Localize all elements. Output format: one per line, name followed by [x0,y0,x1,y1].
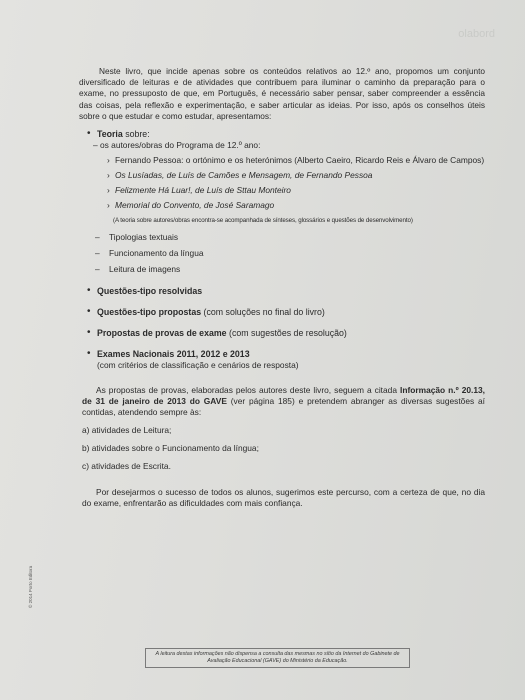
bullet-item: • Propostas de provas de exame (com sugestões de resolução) [87,327,347,339]
bullet-dot-icon: • [87,128,91,140]
closing-paragraph: Por desejarmos o sucesso de todos os alunos, sugerimos este percurso, com a certeza de que, no dia do exame, enfrentarão as dificuldades com mais confiança. [82,487,485,509]
author-item: › Memorial do Convento, de José Saramago [107,200,275,211]
topic-item: – Tipologias textuais [95,232,179,243]
propostas-paragraph: As propostas de provas, elaboradas pelos autores deste livro, seguem a citada Informação n.º 20.13, de 31 de janeiro de 2013 do GAVE (ver página 185) e pretendem abranger as diversas sugestões aí contidas, atendendo sempre às: [82,385,485,418]
intro-paragraph: Neste livro, que incide apenas sobre os conteúdos relativos ao 12.º ano, propomos um conjunto diversificado de leituras e de atividades que contribuem para iluminar o caminho da preparação para o exame, no pressuposto de que, em Português, é necessário saber pensar, saber compreender a essência das coisas, pela reflexão e experimentação, e saber articular as ideias. Por isso, após os conselhos úteis sobre o que estudar e como estudar, apresentamos: [79,66,485,121]
arrow-icon: › [107,185,110,196]
bullet-item: • Exames Nacionais 2011, 2012 e 2013 [87,348,250,360]
ghost-text: olabord [458,28,495,40]
author-item: › Os Lusíadas, de Luís de Camões e Mensagem, de Fernando Pessoa [107,170,373,181]
teoria-note: (A teoria sobre autores/obras encontra-se acompanhada de sínteses, glossários e questões de desenvolvimento) [113,217,413,225]
bullet-dot-icon: • [87,327,91,339]
bullet-teoria [87,128,485,140]
bullet-dot-icon: • [87,285,91,297]
side-credit: © 2014 Porto Editora [28,565,33,608]
topic-item: – Leitura de imagens [95,264,181,275]
bullet-dot-icon: • [87,348,91,360]
bullet-dot-icon: • [87,306,91,318]
author-item: › Felizmente Há Luar!, de Luís de Sttau Monteiro [107,185,291,196]
teoria-label: Teoria [97,129,123,140]
letter-item: a) atividades de Leitura; [82,425,172,436]
bullet-item: • Questões-tipo resolvidas [87,285,203,297]
footer-note: A leitura destas informações não dispensa a consulta das mesmas no sítio da Internet do Gabinete de Avaliação Educacional (GAVE) do Ministério da Educação. [145,648,410,668]
main-content [55,66,485,517]
bullet-item: • Questões-tipo propostas (com soluções no final do livro) [87,306,325,318]
exames-sub: (com critérios de classificação e cenários de resposta) [97,360,299,371]
arrow-icon: › [107,155,110,166]
teoria-sub: – os autores/obras do Programa de 12.º ano: [93,140,261,151]
arrow-icon: › [107,200,110,211]
letter-item: c) atividades de Escrita. [82,461,171,472]
teoria-rest: sobre: [122,129,150,140]
author-item: › Fernando Pessoa: o ortónimo e os heterónimos (Alberto Caeiro, Ricardo Reis e Álvaro de Campos) [107,155,485,166]
arrow-icon: › [107,170,110,181]
letter-item: b) atividades sobre o Funcionamento da língua; [82,443,259,454]
topic-item: – Funcionamento da língua [95,248,204,259]
